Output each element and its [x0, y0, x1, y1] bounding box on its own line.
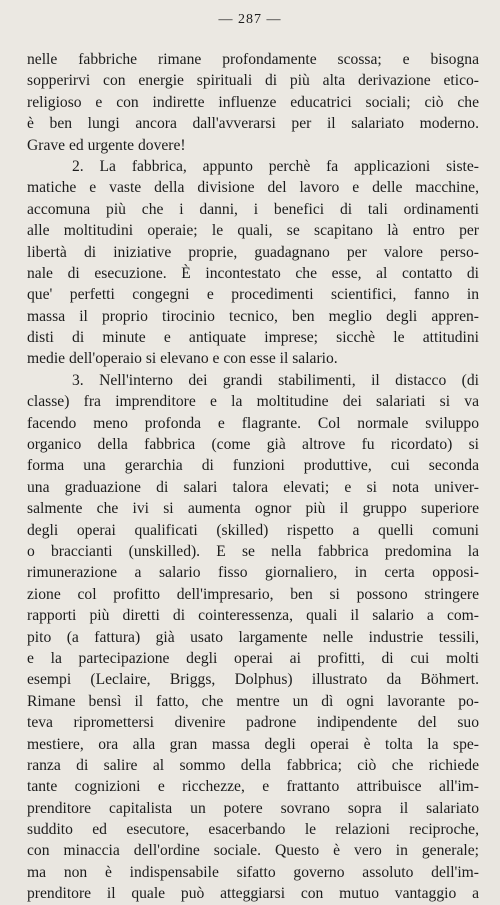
text-line: organico della fabbrica (come già altrove fu ricordato) si: [27, 436, 479, 454]
text-line: nale di esecuzione. È incontestato che esse, al contatto di: [27, 264, 479, 282]
text-line: mestiere, ora alla gran massa degli operai è tolta la spe-: [27, 735, 479, 753]
text-line: salmente che ivi si aumenta ognor più il gruppo superiore: [27, 500, 479, 518]
text-line: suddito ed esecutore, esacerbando le relazioni reciproche,: [27, 821, 479, 839]
text-line: que' perfetti congegni e procedimenti scientifici, fanno in: [27, 286, 479, 304]
text-line: Rimane bensì il fatto, che mentre un dì ogni lavorante po-: [27, 692, 479, 710]
text-line: degli operai qualificati (skilled) rispetto a quelli comuni: [27, 521, 479, 539]
text-line: zione col profitto dell'impresario, ben si possono stringere: [27, 585, 479, 603]
text-line: con minaccia dell'ordine sociale. Questo è vero in generale;: [27, 842, 479, 860]
text-line: matiche e vaste della divisione del lavoro e delle macchine,: [27, 179, 479, 197]
text-line: prenditore il quale può atteggiarsi con mutuo vantaggio a: [27, 885, 479, 903]
text-line: sopperirvi con energie spirituali di più alta derivazione etico-: [27, 72, 479, 90]
text-line: massa il proprio tirocinio tecnico, ben meglio degli appren-: [27, 307, 479, 325]
text-line: facendo meno profonda e flagrante. Col normale sviluppo: [27, 414, 479, 432]
text-line: pito (a fattura) già usato largamente nelle industrie tessili,: [27, 628, 479, 646]
text-line: tante cognizioni e ricchezze, e frattanto attribuisce all'im-: [27, 778, 479, 796]
text-line: medie dell'operaio si elevano e con esse il salario.: [27, 350, 338, 368]
text-line: forma una gerarchia di funzioni produttive, cui seconda: [27, 457, 479, 475]
text-line: classe) fra imprenditore e la moltitudine dei salariati si va: [27, 393, 479, 411]
text-line: 3. Nell'interno dei grandi stabilimenti, il distacco (di: [72, 371, 479, 389]
text-line: ma non è indispensabile sifatto governo assoluto dell'im-: [27, 863, 479, 881]
text-line: ranza di salire al sommo della fabbrica; ciò che richiede: [27, 756, 479, 774]
text-line: religioso e con indirette influenze educatrici sociali; ciò che: [27, 93, 479, 111]
text-line: 2. La fabbrica, appunto perchè fa applicazioni siste-: [72, 157, 479, 175]
text-line: è ben lungi ancora dall'avverarsi per il salariato moderno.: [27, 115, 479, 133]
body-text: [27, 49, 479, 905]
text-line: nelle fabbriche rimane profondamente scossa; e bisogna: [27, 51, 479, 68]
text-line: prenditore capitalista un potere sovrano sopra il salariato: [27, 799, 479, 817]
text-line: e la partecipazione degli operai ai profitti, di cui molti: [27, 649, 479, 667]
text-line: libertà di iniziative proprie, guadagnano per valore perso-: [27, 243, 479, 261]
text-line: alle moltitudini operaie; le quali, se scapitano là entro per: [27, 222, 479, 240]
text-line: esempi (Leclaire, Briggs, Dolphus) illustrato da Böhmert.: [27, 671, 479, 689]
text-line: accomuna più che i danni, i benefici di tali ordinamenti: [27, 200, 479, 218]
text-line: disti di minute e antiquate imprese; sicchè le attitudini: [27, 329, 479, 347]
text-line: una graduazione di salari talora elevati; e si nota univer-: [27, 478, 479, 496]
text-line: teva ripromettersi divenire padrone indipendente del suo: [27, 714, 479, 732]
text-line: rimunerazione a salario fisso giornaliero, in certa opposi-: [27, 564, 479, 582]
text-line: Grave ed urgente dovere!: [27, 136, 186, 154]
page-number: — 287 —: [218, 12, 282, 27]
text-line: o braccianti (unskilled). E se nella fabbrica predomina la: [27, 542, 479, 560]
text-line: rapporti più diretti di cointeressenza, quali il salario a com-: [27, 607, 479, 625]
